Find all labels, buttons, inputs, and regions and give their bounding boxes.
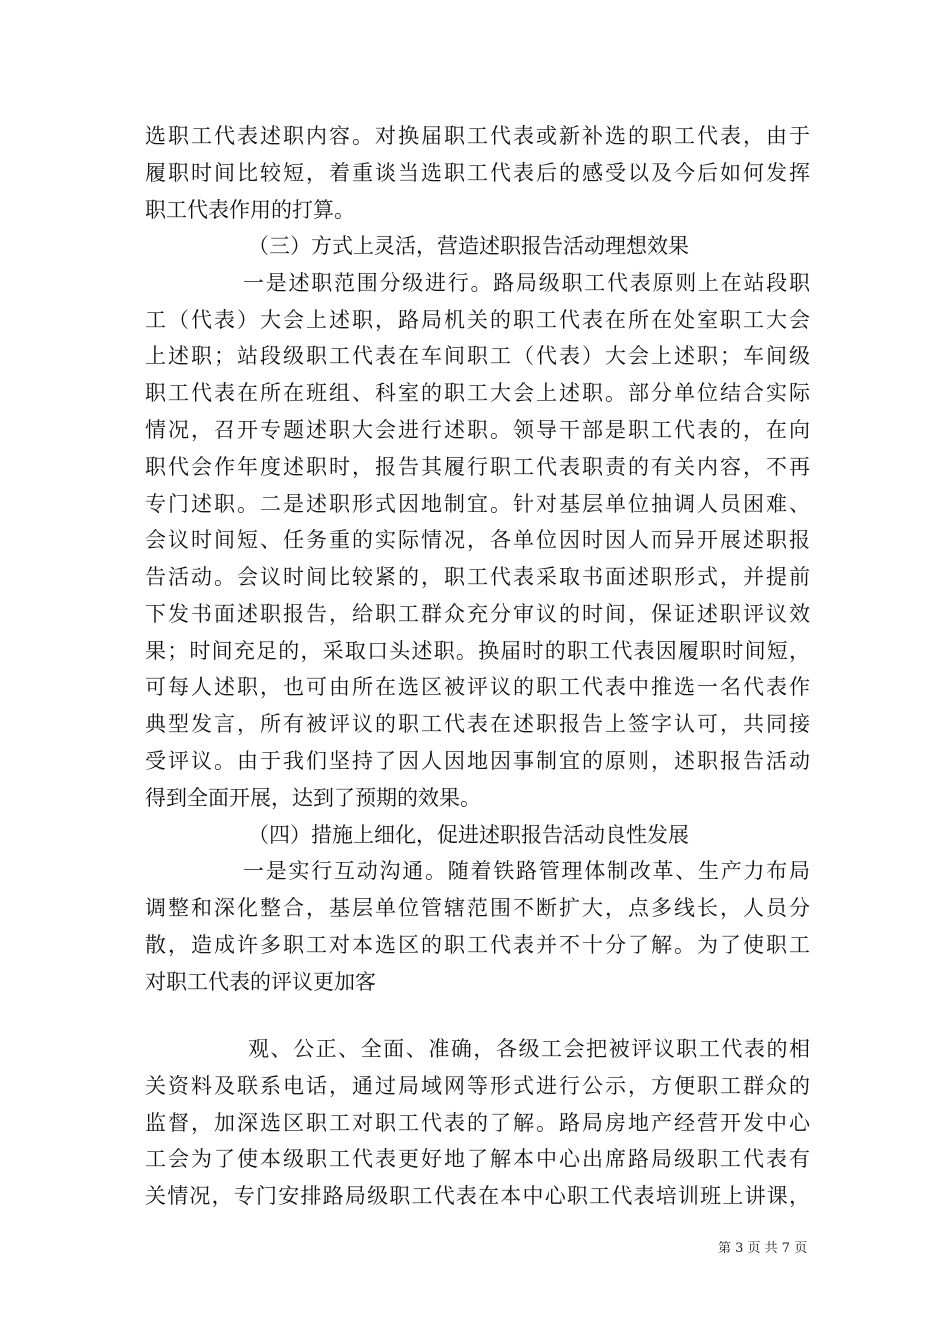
text-line: 对职工代表的评议更加客 [145, 970, 376, 994]
text-line: 关资料及联系电话，通过局域网等形式进行公示，方便职工群众的 [145, 1074, 810, 1098]
text-line: 一是实行互动沟通。随着铁路管理体制改革、生产力布局 [243, 859, 810, 883]
text-line: 情况，召开专题述职大会进行述职。领导干部是职工代表的，在向 [145, 418, 810, 442]
text-line: 履职时间比较短，着重谈当选职工代表后的感受以及今后如何发挥 [145, 161, 810, 185]
text-line: 得到全面开展，达到了预期的效果。 [145, 786, 481, 810]
text-line: 告活动。会议时间比较紧的，职工代表采取书面述职形式，并提前 [145, 565, 810, 589]
text-line: 散，造成许多职工对本选区的职工代表并不十分了解。为了使职工 [145, 933, 810, 957]
text-line: 典型发言，所有被评议的职工代表在述职报告上签字认可，共同接 [145, 712, 810, 736]
text-line: 关情况，专门安排路局级职工代表在本中心职工代表培训班上讲课， [145, 1184, 810, 1208]
page-number: 第 3 页 共 7 页 [718, 1241, 808, 1256]
text-line: 职工代表在所在班组、科室的职工大会上述职。部分单位结合实际 [145, 381, 810, 405]
text-line: 职工代表作用的打算。 [145, 198, 355, 222]
text-line: 专门述职。二是述职形式因地制宜。针对基层单位抽调人员困难、 [145, 492, 810, 516]
text-line: 一是述职范围分级进行。路局级职工代表原则上在站段职 [243, 271, 810, 295]
text-line: 会议时间短、任务重的实际情况，各单位因时因人而异开展述职报 [145, 528, 810, 552]
section-heading: （四）措施上细化，促进述职报告活动良性发展 [248, 823, 689, 847]
text-line: 上述职；站段级职工代表在车间职工（代表）大会上述职；车间级 [145, 344, 810, 368]
text-line: 可每人述职，也可由所在选区被评议的职工代表中推选一名代表作 [145, 675, 810, 699]
text-line: 观、公正、全面、准确，各级工会把被评议职工代表的相 [248, 1037, 810, 1061]
text-line: 工（代表）大会上述职，路局机关的职工代表在所在处室职工大会 [145, 308, 810, 332]
text-line: 果；时间充足的，采取口头述职。换届时的职工代表因履职时间短， [145, 639, 810, 663]
text-line: 下发书面述职报告，给职工群众充分审议的时间，保证述职评议效 [145, 602, 810, 626]
text-line: 受评议。由于我们坚持了因人因地因事制宜的原则，述职报告活动 [145, 749, 810, 773]
text-line: 工会为了使本级职工代表更好地了解本中心出席路局级职工代表有 [145, 1147, 810, 1171]
text-line: 选职工代表述职内容。对换届职工代表或新补选的职工代表，由于 [145, 124, 810, 148]
text-line: 监督，加深选区职工对职工代表的了解。路局房地产经营开发中心 [145, 1111, 810, 1135]
section-heading: （三）方式上灵活，营造述职报告活动理想效果 [248, 234, 689, 258]
text-line: 职代会作年度述职时，报告其履行职工代表职责的有关内容，不再 [145, 455, 810, 479]
text-line: 调整和深化整合，基层单位管辖范围不断扩大，点多线长，人员分 [145, 896, 810, 920]
